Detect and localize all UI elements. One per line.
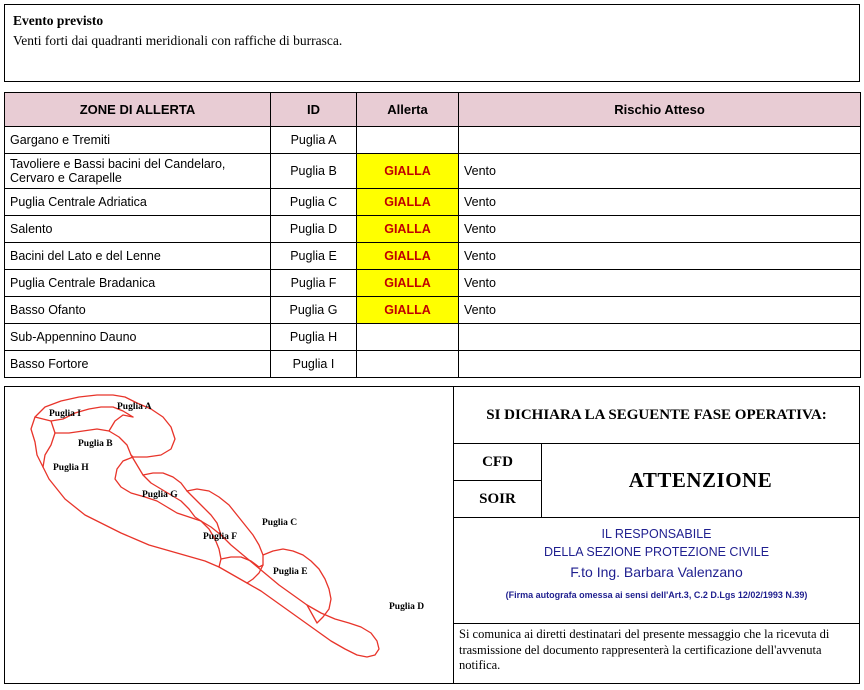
cell-alert: GIALLA xyxy=(357,189,459,216)
phase-value: ATTENZIONE xyxy=(542,444,860,518)
cell-zone: Salento xyxy=(5,216,271,243)
cell-risk: Vento xyxy=(459,189,861,216)
cell-risk xyxy=(459,127,861,154)
cell-risk: Vento xyxy=(459,270,861,297)
operational-phase-panel xyxy=(454,386,860,684)
cell-id: Puglia C xyxy=(271,189,357,216)
map-label-puglia-i: Puglia I xyxy=(49,409,81,419)
alert-zones-table xyxy=(4,92,861,378)
header-risk: Rischio Atteso xyxy=(459,93,861,127)
table-row xyxy=(5,351,861,378)
map-label-puglia-g: Puglia G xyxy=(142,490,178,500)
cell-id: Puglia A xyxy=(271,127,357,154)
cell-risk: Vento xyxy=(459,154,861,189)
cell-zone: Basso Fortore xyxy=(5,351,271,378)
cell-risk: Vento xyxy=(459,297,861,324)
cell-zone: Gargano e Tremiti xyxy=(5,127,271,154)
cell-risk: Vento xyxy=(459,216,861,243)
header-alert: Allerta xyxy=(357,93,459,127)
cell-id: Puglia E xyxy=(271,243,357,270)
cell-alert: GIALLA xyxy=(357,216,459,243)
puglia-alert-zones-map xyxy=(4,386,454,684)
table-row xyxy=(5,154,861,189)
event-title: Evento previsto xyxy=(13,13,104,28)
phase-code-soir: SOIR xyxy=(454,481,542,518)
map-label-puglia-c: Puglia C xyxy=(262,518,298,528)
cell-zone: Bacini del Lato e del Lenne xyxy=(5,243,271,270)
phase-code-column xyxy=(454,444,542,518)
cell-risk: Vento xyxy=(459,243,861,270)
cell-zone: Puglia Centrale Bradanica xyxy=(5,270,271,297)
cell-alert: GIALLA xyxy=(357,243,459,270)
table-header-row xyxy=(5,93,861,127)
table-row xyxy=(5,324,861,351)
table-row xyxy=(5,297,861,324)
signature-role: IL RESPONSABILE xyxy=(601,527,712,541)
map-label-puglia-a: Puglia A xyxy=(117,402,152,412)
cell-alert xyxy=(357,351,459,378)
table-row xyxy=(5,216,861,243)
phase-code-cfd: CFD xyxy=(454,444,542,481)
bottom-section xyxy=(4,386,860,684)
event-box xyxy=(4,4,860,82)
cell-alert: GIALLA xyxy=(357,297,459,324)
map-label-puglia-d: Puglia D xyxy=(389,602,425,612)
header-zone: ZONE DI ALLERTA xyxy=(5,93,271,127)
cell-alert xyxy=(357,127,459,154)
cell-zone: Basso Ofanto xyxy=(5,297,271,324)
event-description: Venti forti dai quadranti meridionali con raffiche di burrasca. xyxy=(13,33,343,48)
cell-risk xyxy=(459,324,861,351)
cell-id: Puglia H xyxy=(271,324,357,351)
signature-department: DELLA SEZIONE PROTEZIONE CIVILE xyxy=(543,545,770,560)
map-label-puglia-b: Puglia B xyxy=(78,439,113,449)
signature-name: F.to Ing. Barbara Valenzano xyxy=(570,564,743,581)
cell-alert: GIALLA xyxy=(357,270,459,297)
cell-alert: GIALLA xyxy=(357,154,459,189)
cell-zone: Puglia Centrale Adriatica xyxy=(5,189,271,216)
table-row xyxy=(5,270,861,297)
cell-id: Puglia G xyxy=(271,297,357,324)
signature-legal-note: (Firma autografa omessa ai sensi dell'Art.3, C.2 D.Lgs 12/02/1993 N.39) xyxy=(505,590,808,601)
table-row xyxy=(5,127,861,154)
table-row xyxy=(5,243,861,270)
cell-id: Puglia F xyxy=(271,270,357,297)
phase-declaration-title: SI DICHIARA LA SEGUENTE FASE OPERATIVA: xyxy=(454,386,860,444)
map-label-puglia-f: Puglia F xyxy=(203,532,238,542)
signature-box xyxy=(454,518,860,624)
header-id: ID xyxy=(271,93,357,127)
cell-id: Puglia D xyxy=(271,216,357,243)
map-label-puglia-h: Puglia H xyxy=(53,463,89,473)
transmission-notice: Si comunica ai diretti destinatari del presente messaggio che la ricevuta di trasmissione del documento rappresenterà la certificazione dell'avvenuta notifica. xyxy=(454,624,860,684)
table-row xyxy=(5,189,861,216)
cell-id: Puglia I xyxy=(271,351,357,378)
cell-id: Puglia B xyxy=(271,154,357,189)
cell-zone: Tavoliere e Bassi bacini del Candelaro, Cervaro e Carapelle xyxy=(5,154,271,189)
map-label-puglia-e: Puglia E xyxy=(273,567,308,577)
phase-body xyxy=(454,444,860,518)
cell-risk xyxy=(459,351,861,378)
cell-zone: Sub-Appennino Dauno xyxy=(5,324,271,351)
cell-alert xyxy=(357,324,459,351)
